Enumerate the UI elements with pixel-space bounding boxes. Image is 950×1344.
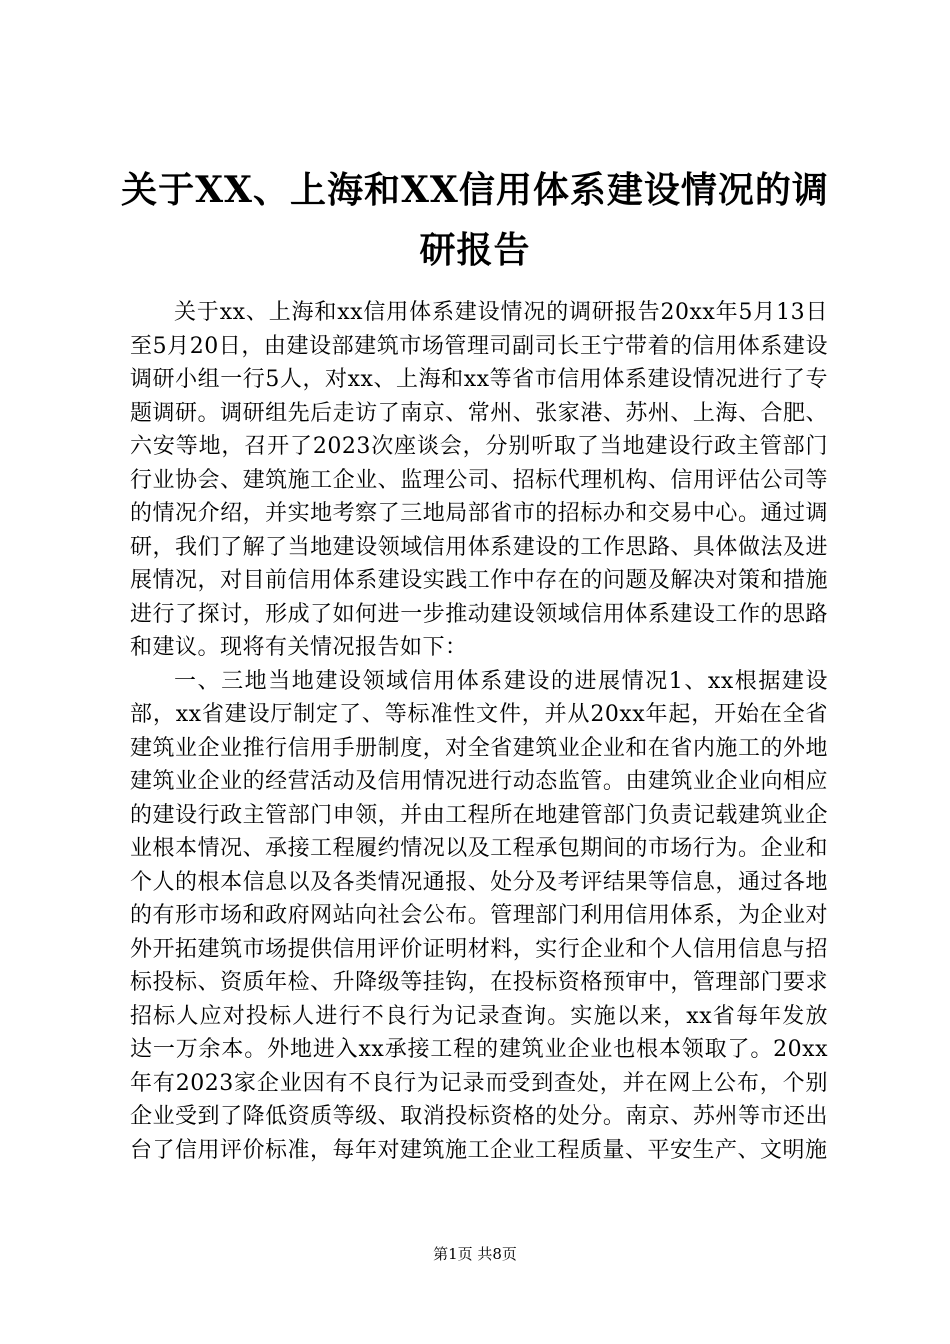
- paragraph-section-one: 一、三地当地建设领域信用体系建设的进展情况1、xx根据建设部，xx省建设厅制定了、等标准性文件，并从20xx年起，开始在全省建筑业企业推行信用手册制度，对全省建筑业企业和在省内施工的外地建筑业企业的经营活动及信用情况进行动态监管。由建筑业企业向相应的建设行政主管部门申领，并由工程所在地建管部门负责记载建筑业企业根本情况、承接工程履约情况以及工程承包期间的市场行为。企业和个人的根本信息以及各类情况通报、处分及考评结果等信息，通过各地的有形市场和政府网站向社会公布。管理部门利用信用体系，为企业对外开拓建筑市场提供信用评价证明材料，实行企业和个人信用信息与招标投标、资质年检、升降级等挂钩，在投标资格预审中，管理部门要求招标人应对投标人进行不良行为记录查询。实施以来，xx省每年发放达一万余本。外地进入xx承接工程的建筑业企业也根本领取了。20xx年有2023家企业因有不良行为记录而受到查处，并在网上公布，个别企业受到了降低资质等级、取消投标资格的处分。南京、苏州等市还出台了信用评价标准，每年对建筑施工企业工程质量、平安生产、文明施: [130, 668, 828, 1163]
- paragraph-intro: 关于xx、上海和xx信用体系建设情况的调研报告20xx年5月13日至5月20日，由建设部建筑市场管理司副司长王宁带着的信用体系建设调研小组一行5人，对xx、上海和xx等省市信用体系建设情况进行了专题调研。调研组先后走访了南京、常州、张家港、苏州、上海、合肥、六安等地，召开了2023次座谈会，分别听取了当地建设行政主管部门行业协会、建筑施工企业、监理公司、招标代理机构、信用评估公司等的情况介绍，并实地考察了三地局部省市的招标办和交易中心。通过调研，我们了解了当地建设领域信用体系建设的工作思路、具体做法及进展情况，对目前信用体系建设实践工作中存在的问题及解决对策和措施进行了探讨，形成了如何进一步推动建设领域信用体系建设工作的思路和建议。现将有关情况报告如下：: [130, 300, 828, 660]
- document-title: 关于XX、上海和XX信用体系建设情况的调研报告: [121, 169, 829, 271]
- page-number-footer: 第1页 共8页: [433, 1245, 517, 1263]
- document-body: [130, 296, 828, 1167]
